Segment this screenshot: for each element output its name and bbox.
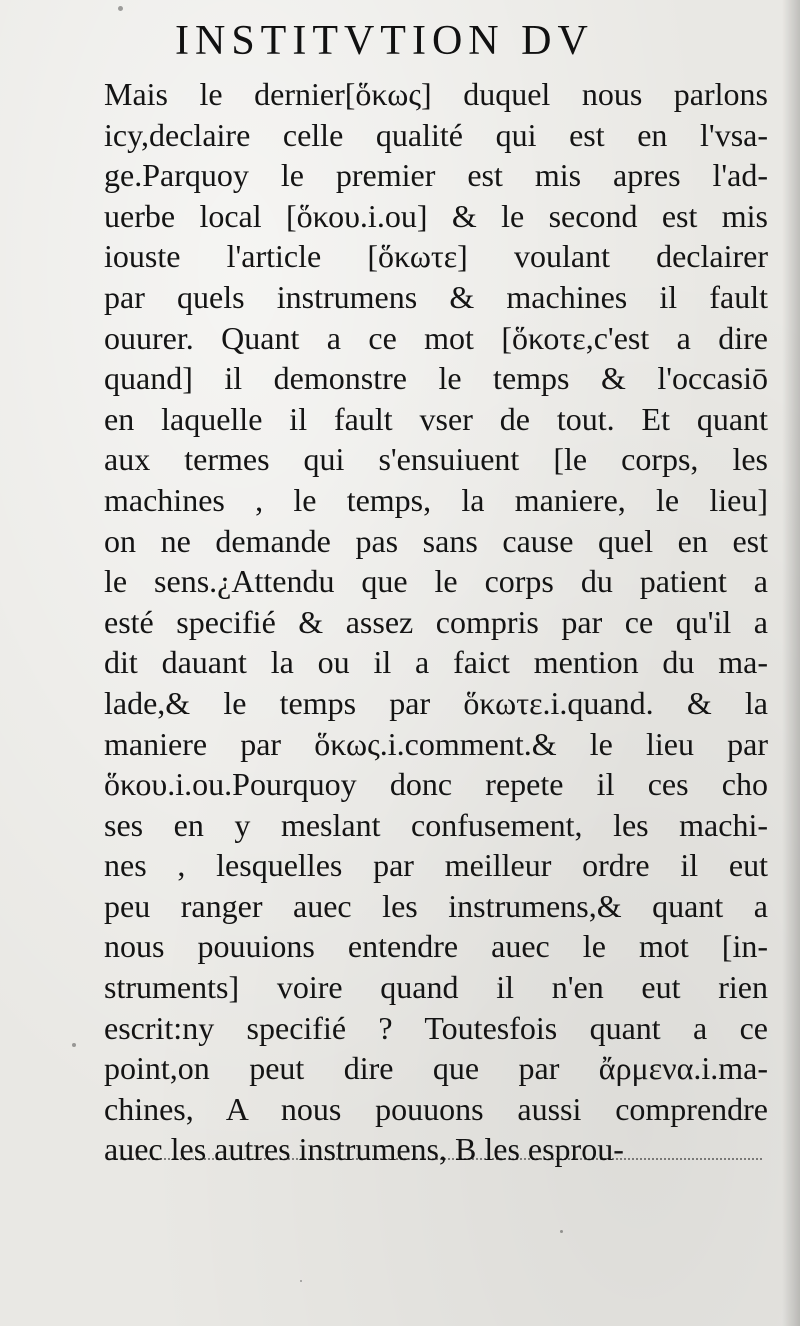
ink-speck xyxy=(300,1280,302,1282)
text-line: lade,& le temps par ὅκωτε.i.quand. & la xyxy=(104,684,768,721)
text-line: ὅκου.i.ou.Pourquoy donc repete il ces cho xyxy=(104,766,768,803)
text-line: point,on peut dire que par ἄρμενα.i.ma- xyxy=(104,1050,768,1087)
text-line: dit dauant la ou il a faict mention du ma- xyxy=(104,644,768,681)
page-edge-shadow xyxy=(782,0,800,1326)
text-line: uerbe local [ὅκου.i.ou] & le second est mis xyxy=(104,197,768,234)
ink-speck xyxy=(118,6,123,11)
text-line: machines , le temps, la maniere, le lieu] xyxy=(104,481,768,518)
text-line: Mais le dernier[ὅκως] duquel nous parlons xyxy=(104,76,768,112)
text-line: nes , lesquelles par meilleur ordre il eut xyxy=(104,847,768,884)
text-line: en laquelle il fault vser de tout. Et quant xyxy=(104,400,768,437)
text-line: escrit:ny specifié ? Toutesfois quant a ce xyxy=(104,1009,768,1046)
text-line: maniere par ὅκως.i.comment.& le lieu par xyxy=(104,725,768,762)
text-line: nous pouuions entendre auec le mot [in- xyxy=(104,928,768,965)
text-line: esté specifié & assez compris par ce qu'il a xyxy=(104,603,768,640)
text-line: quand] il demonstre le temps & l'occasiō xyxy=(104,360,768,397)
text-line: auec les autres instrumens, B les esprou- xyxy=(104,1131,624,1168)
ink-speck xyxy=(560,1230,563,1233)
text-line: on ne demande pas sans cause quel en est xyxy=(104,522,768,559)
body-text xyxy=(104,74,768,1170)
text-line: struments] voire quand il n'en eut rien xyxy=(104,969,768,1006)
text-line: aux termes qui s'ensuiuent [le corps, les xyxy=(104,441,768,478)
text-line: ouurer. Quant a ce mot [ὅκοτε,c'est a dire xyxy=(104,319,768,356)
running-title: INSTITVTION DV xyxy=(175,18,594,64)
ink-speck xyxy=(72,1043,76,1047)
bottom-print-trace xyxy=(112,1158,762,1160)
text-line: icy,declaire celle qualité qui est en l'vsa- xyxy=(104,116,768,153)
text-line: ses en y meslant confusement, les machi- xyxy=(104,806,768,843)
text-line: le sens.¿Attendu que le corps du patient a xyxy=(104,563,768,600)
text-line: ge.Parquoy le premier est mis apres l'ad- xyxy=(104,157,768,194)
text-line: peu ranger auec les instrumens,& quant a xyxy=(104,887,768,924)
text-line: iouste l'article [ὅκωτε] voulant declairer xyxy=(104,238,768,275)
text-line: chines, A nous pouuons aussi comprendre xyxy=(104,1090,768,1127)
text-line: par quels instrumens & machines il fault xyxy=(104,278,768,315)
